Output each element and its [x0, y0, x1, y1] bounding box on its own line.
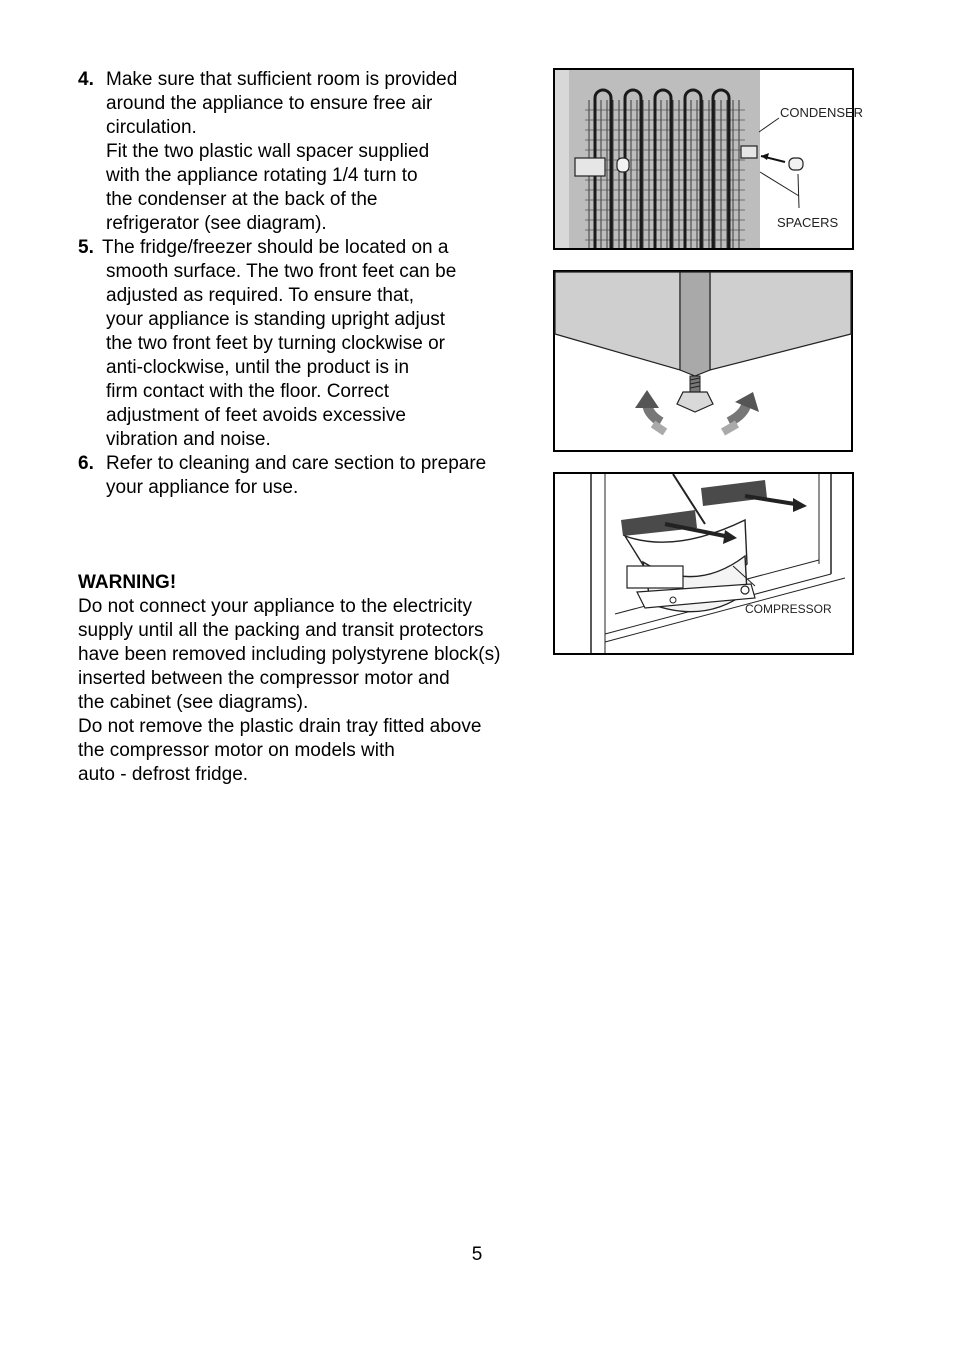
warning-text-line: the cabinet (see diagrams). — [78, 692, 309, 713]
condenser-diagram — [553, 68, 864, 250]
warning-text-line: have been removed including polystyrene block(s) — [78, 644, 501, 665]
compressor-diagram — [553, 472, 854, 655]
compressor-illustration — [555, 474, 852, 653]
warning-title: WARNING! — [78, 572, 177, 593]
item-number: 6. — [78, 453, 94, 474]
page-number: 5 — [471, 1244, 483, 1265]
warning-block — [78, 571, 548, 787]
item-text-line: with the appliance rotating 1/4 turn to — [106, 165, 418, 186]
item-text-line: the two front feet by turning clockwise or — [106, 333, 445, 354]
item-text-line: firm contact with the floor. Correct — [106, 381, 389, 402]
instruction-item-6 — [78, 452, 548, 500]
item-text-line: adjustment of feet avoids excessive — [106, 405, 406, 426]
item-text-line: Fit the two plastic wall spacer supplied — [106, 141, 430, 162]
item-text-line: smooth surface. The two front feet can be — [106, 261, 457, 282]
instruction-item-4 — [78, 68, 548, 236]
item-number: 5. — [78, 237, 94, 258]
warning-text-line: auto - defrost fridge. — [78, 764, 249, 785]
condenser-label: CONDENSER — [780, 105, 864, 120]
item-text-line: anti-clockwise, until the product is in — [106, 357, 410, 378]
item-text-line: circulation. — [106, 117, 197, 138]
feet-illustration — [555, 272, 851, 450]
item-text-line: vibration and noise. — [106, 429, 271, 450]
item-text-line: Make sure that sufficient room is provided — [106, 69, 458, 90]
item-text-line: your appliance for use. — [106, 477, 299, 498]
item-text-line: The fridge/freezer should be located on a — [102, 237, 449, 258]
warning-text-line: Do not remove the plastic drain tray fitted above — [78, 716, 482, 737]
warning-text-line: the compressor motor on models with — [78, 740, 395, 761]
item-text-line: Refer to cleaning and care section to prepare — [106, 453, 487, 474]
instruction-item-5 — [78, 236, 548, 452]
item-number: 4. — [78, 69, 94, 90]
warning-text-line: inserted between the compressor motor and — [78, 668, 450, 689]
warning-text-line: supply until all the packing and transit protectors — [78, 620, 484, 641]
item-text-line: the condenser at the back of the — [106, 189, 378, 210]
item-text-line: adjusted as required. To ensure that, — [106, 285, 415, 306]
compressor-label: COMPRESSOR — [745, 602, 832, 616]
item-text-line: around the appliance to ensure free air — [106, 93, 433, 114]
adjustable-feet-diagram — [553, 270, 853, 452]
item-text-line: refrigerator (see diagram). — [106, 213, 327, 234]
warning-text-line: Do not connect your appliance to the electricity — [78, 596, 472, 617]
item-text-line: your appliance is standing upright adjust — [106, 309, 446, 330]
condenser-illustration — [555, 70, 864, 248]
spacers-label: SPACERS — [777, 215, 839, 230]
